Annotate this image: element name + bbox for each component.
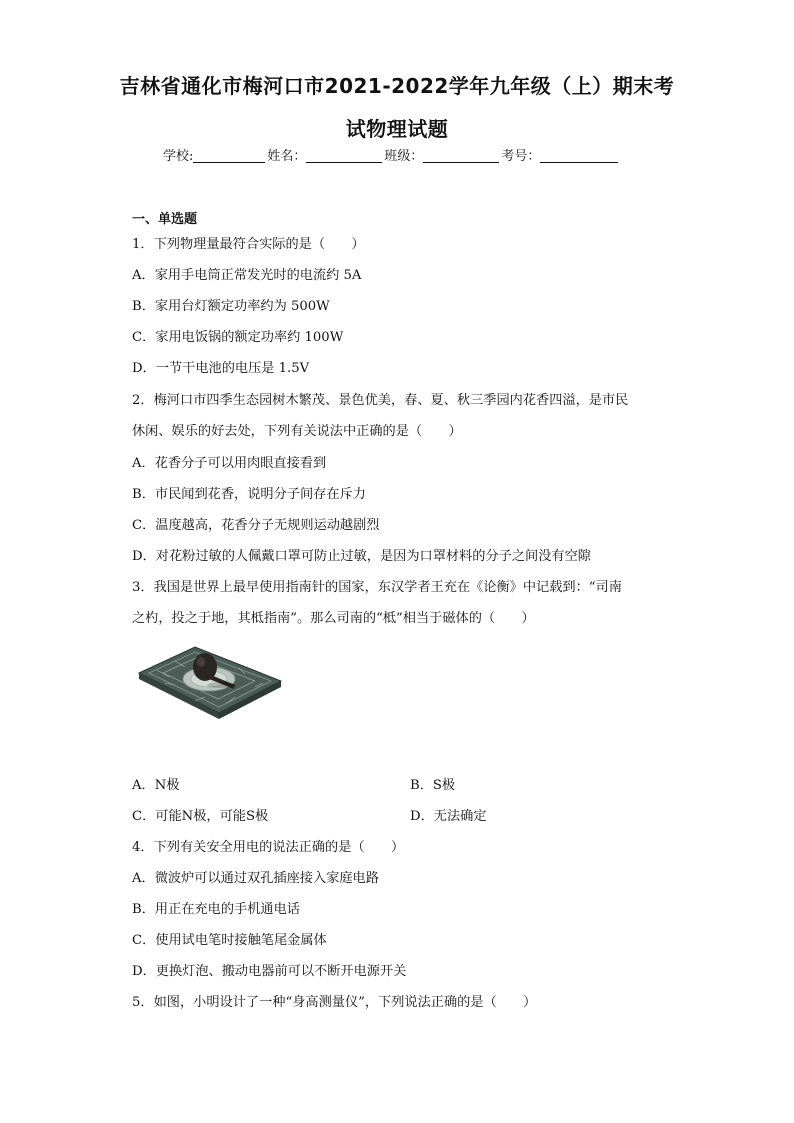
question-4-option-c: C．使用试电笔时接触笔尾金属体 — [132, 933, 327, 948]
exam-title-line2: 试物理试题 — [345, 117, 449, 141]
question-1-option-b: B．家用台灯额定功率约为 500W — [132, 299, 330, 314]
question-2-option-a: A．花香分子可以用肉眼直接看到 — [132, 456, 327, 471]
question-1-stem: 1．下列物理量最符合实际的是（ ） — [132, 237, 365, 252]
school-blank[interactable] — [193, 161, 265, 163]
question-2-option-b: B．市民闻到花香，说明分子间存在斥力 — [132, 487, 366, 502]
question-4-option-b: B．用正在充电的手机通电话 — [132, 902, 300, 917]
student-info-row — [163, 145, 620, 164]
sinan-compass-image — [135, 637, 285, 725]
school-label: 学校: — [163, 149, 194, 164]
question-3-stem-line2: 之杓，投之于地，其柢指南”。那么司南的“柢”相当于磁体的（ ） — [132, 611, 535, 626]
section-heading-single-choice: 一、单选题 — [132, 212, 198, 227]
name-blank[interactable] — [306, 161, 382, 163]
question-4-option-d: D．更换灯泡、搬动电器前可以不断开电源开关 — [132, 964, 407, 979]
question-4-option-a: A．微波炉可以通过双孔插座接入家庭电路 — [132, 871, 379, 886]
question-5-stem: 5．如图，小明设计了一种“身高测量仪”，下列说法正确的是（ ） — [132, 995, 537, 1010]
question-3-option-c: C．可能N极，可能S极 — [132, 809, 269, 824]
question-3-option-a: A．N极 — [132, 778, 180, 793]
question-1-option-c: C．家用电饭锅的额定功率约 100W — [132, 330, 344, 345]
question-4-stem: 4．下列有关安全用电的说法正确的是（ ） — [132, 840, 405, 855]
number-label: 考号： — [501, 149, 541, 164]
question-2-option-c: C．温度越高，花香分子无规则运动越剧烈 — [132, 518, 380, 533]
question-2-stem-line1: 2．梅河口市四季生态园树木繁茂、景色优美，春、夏、秋三季园内花香四溢，是市民 — [132, 393, 629, 408]
class-blank[interactable] — [423, 161, 499, 163]
question-2-option-d: D．对花粉过敏的人佩戴口罩可防止过敏，是因为口罩材料的分子之间没有空隙 — [132, 549, 591, 564]
question-2-stem-line2: 休闲、娱乐的好去处，下列有关说法中正确的是（ ） — [132, 424, 462, 439]
class-label: 班级： — [384, 149, 424, 164]
exam-title-line1: 吉林省通化市梅河口市2021-2022学年九年级（上）期末考 — [119, 74, 675, 98]
question-1-option-a: A．家用手电筒正常发光时的电流约 5A — [132, 268, 362, 283]
question-3-option-d: D．无法确定 — [410, 809, 487, 824]
name-label: 姓名： — [267, 149, 307, 164]
question-3-option-b: B．S极 — [410, 778, 456, 793]
question-3-stem-line1: 3．我国是世界上最早使用指南针的国家，东汉学者王充在《论衡》中记载到：“司南 — [132, 580, 622, 595]
question-1-option-d: D．一节干电池的电压是 1.5V — [132, 361, 310, 376]
number-blank[interactable] — [540, 161, 618, 163]
